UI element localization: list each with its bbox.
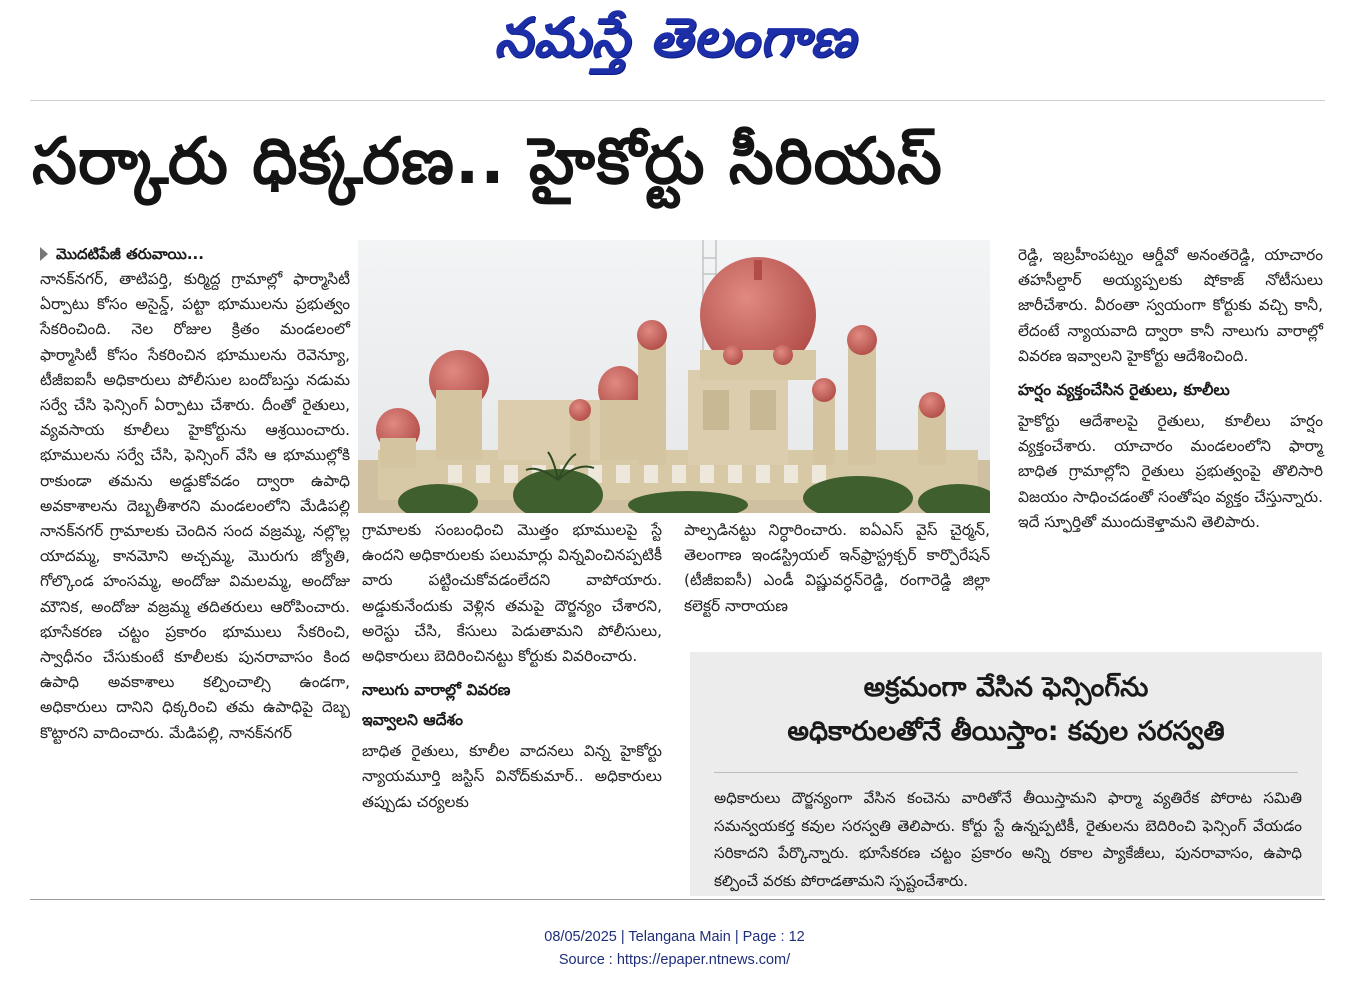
quote-text: అధికారులు దౌర్జన్యంగా వేసిన కంచెను వారితోనే తీయిస్తామని ఫార్మా వ్యతిరేక పోరాట సమితి సమన్వయకర్త కవుల సరస్వతి తెలిపారు. కోర్టు స్టే ఉన్నప్పటికీ, రైతులను బెదిరించి ఫెన్సింగ్ వేయడం సరికాదని పేర్కొన్నారు. భూసేకరణ చట్టం ప్రకారం అన్ని రకాల ప్యాకేజీలు, పునరావాసం, ఉపాధి కల్పించే వరకు పోరాడతామని స్పష్టంచేశారు.: [714, 789, 1302, 890]
bottom-divider: [30, 899, 1325, 900]
subhead-line-1: నాలుగు వారాల్లో వివరణ: [362, 681, 511, 700]
column-2-text: గ్రామాలకు సంబంధించి మొత్తం భూములపై స్టే ఉందని అధికారులకు పలుమార్లు విన్నవించినప్పటికీ వారు పట్టించుకోవడంలేదని వాపోయారు. అడ్డుకునేందుకు వెళ్లిన తమపై దౌర్జన్యం చేశారని, అరెస్టు చేసి, కేసులు పెడుతామని పోలీసులు, అధికారులు బెదిరించినట్టు కోర్టుకు వివరించారు.: [362, 521, 662, 666]
column-1-text: నానక్‌నగర్, తాటిపర్తి, కుర్మిద్ద గ్రామాల్లో ఫార్మాసిటీ ఏర్పాటు కోసం అసైన్డ్, పట్టా భూములను ప్రభుత్వం సేకరించింది. నెల రోజుల క్రితం మండలంలో ఫార్మాసిటీ కోసం సేకరించిన భూములను రెవెన్యూ, టీజీఐఐసీ అధికారులు పోలీసుల బందోబస్తు నడుమ సర్వే చేసి ఫెన్సింగ్ ఏర్పాటు చేశారు. దీంతో రైతులు, వ్యవసాయ కూలీలు హైకోర్టును ఆశ్రయించారు. భూములను సర్వే చేసి, ఫెన్సింగ్ వేసి ఆ భూముల్లోకి రాకుండా తమను అడ్డుకోవడం ద్వారా ఉపాధి అవకాశాలను దెబ్బతీశారని మండలంలోని మేడిపల్లి నానక్‌నగర్ గ్రామాలకు చెందిన సంద వజ్రమ్మ, నల్లొల్ల యాదమ్మ, కానమోని అచ్చమ్మ, మొరుగు జ్యోతి, గోల్కొండ హంసమ్మ, అందోజు విమలమ్మ, అందోజు మౌనిక, అందోజు వజ్రమ్మ తదితరులు ఆరోపించారు. భూసేకరణ చట్టం ప్రకారం భూములు సేకరించి, స్వాధీనం చేసుకుంటే కూలీలకు పునరావాసం కింద ఉపాధి అవకాశాలు కల్పించాల్సి ఉండగా, అధికారులు దానిని ధిక్కరించి తమ ఉపాధిపై దెబ్బ కొట్టారని వాదించారు. మేడిపల్లి, నానక్‌నగర్: [40, 270, 350, 742]
column-1: [40, 243, 350, 746]
footer-date-edition: 08/05/2025 | Telangana Main | Page : 12: [544, 929, 805, 945]
high-court-photo: [358, 240, 990, 513]
headline: సర్కారు ధిక్కరణ.. హైకోర్టు సీరియస్: [32, 125, 943, 199]
subhead-line-2: ఇవ్వాలని ఆదేశం: [362, 711, 463, 730]
quote-box: [690, 652, 1322, 896]
masthead-logo: నమస్తే తెలంగాణ: [494, 6, 856, 69]
column-3: [684, 518, 990, 619]
quote-title-line-1: అక్రమంగా వేసిన ఫెన్సింగ్‌ను: [863, 672, 1149, 703]
column-4-text: రెడ్డి, ఇబ్రహీంపట్నం ఆర్డీవో అనంతరెడ్డి, యాచారం తహసీల్దార్ అయ్యప్పలకు షోకాజ్ నోటీసులు జారీచేశారు. వీరంతా స్వయంగా కోర్టుకు వచ్చి కానీ, లేదంటే న్యాయవాది ద్వారా కానీ నాలుగు వారాల్లో వివరణ ఇవ్వాలని హైకోర్టు ఆదేశించింది.: [1018, 246, 1323, 365]
kicker-label: మొదటిపేజీ తరువాయి...: [56, 245, 204, 263]
column-4: [1018, 243, 1323, 535]
footer-source-link[interactable]: Source : https://epaper.ntnews.com/: [558, 952, 791, 968]
quote-divider: [714, 772, 1298, 773]
top-divider: [30, 100, 1325, 101]
continuation-kicker: [40, 243, 350, 265]
column-2: [362, 518, 662, 815]
column-2-text-2: బాధిత రైతులు, కూలీల వాదనలు విన్న హైకోర్టు న్యాయమూర్తి జస్టిస్ వినోద్‌కుమార్.. అధికారులు తప్పుడు చర్యలకు: [362, 742, 662, 811]
quote-title-line-2: అధికారులతోనే తీయిస్తాం: కవుల సరస్వతి: [787, 716, 1225, 747]
chevron-right-icon: [40, 247, 48, 261]
page-footer: [0, 926, 1349, 972]
subhead-farmers-happy: హర్షం వ్యక్తంచేసిన రైతులు, కూలీలు: [1018, 381, 1230, 400]
subhead-four-weeks: [362, 675, 662, 735]
quote-title: [690, 652, 1322, 754]
column-3-text: పాల్పడినట్టు నిర్ధారించారు. ఐఏఎస్ వైస్ చైర్మన్, తెలంగాణ ఇండస్ట్రియల్ ఇన్‌ఫ్రాస్ట్రక్చర్ కార్పొరేషన్ (టీజీఐఐసీ) ఎండీ విష్ణువర్ధన్‌రెడ్డి, రంగారెడ్డి జిల్లా కలెక్టర్ నారాయణ: [684, 521, 990, 615]
column-4-text-2: హైకోర్టు ఆదేశాలపై రైతులు, కూలీలు హర్షం వ్యక్తంచేశారు. యాచారం మండలంలోని ఫార్మా బాధిత గ్రామాల్లోని రైతులు ప్రభుత్వంపై తొలిసారి విజయం సాధించడంతో సంతోషం వ్యక్తం చేస్తున్నారు. ఇదే స్ఫూర్తితో ముందుకెళ్తామని తెలిపారు.: [1018, 412, 1323, 531]
